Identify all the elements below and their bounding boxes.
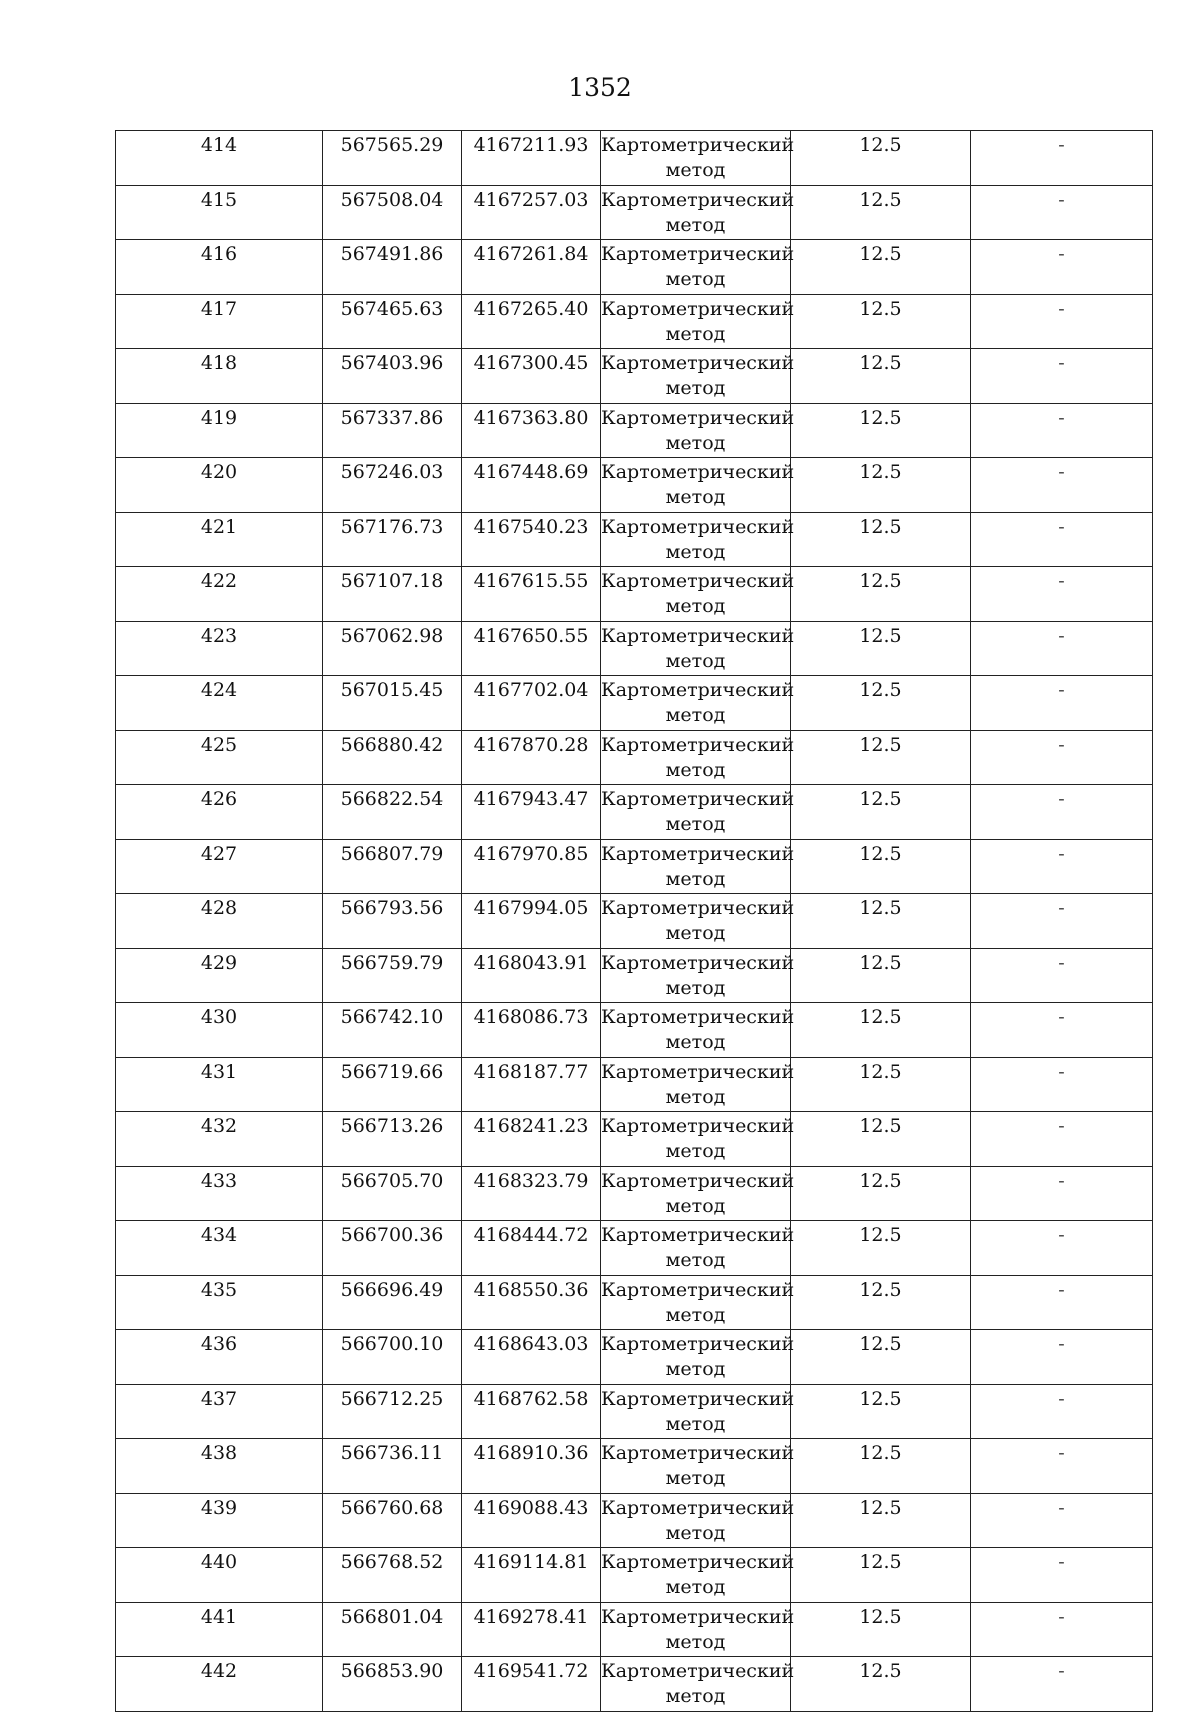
point-number-cell: 434 [116, 1221, 323, 1276]
method-cell: Картометрический метод [601, 1003, 791, 1058]
table-row [116, 131, 1153, 186]
method-cell: Картометрический метод [601, 1221, 791, 1276]
accuracy-cell: 12.5 [791, 403, 971, 458]
method-cell: Картометрический метод [601, 512, 791, 567]
method-cell: Картометрический метод [601, 185, 791, 240]
description-cell: - [971, 1548, 1153, 1603]
accuracy-cell: 12.5 [791, 839, 971, 894]
y-coordinate-cell: 4168550.36 [462, 1275, 601, 1330]
y-coordinate-cell: 4168323.79 [462, 1166, 601, 1221]
y-coordinate-cell: 4167870.28 [462, 730, 601, 785]
table-row [116, 1330, 1153, 1385]
table-row [116, 1493, 1153, 1548]
point-number-cell: 418 [116, 349, 323, 404]
x-coordinate-cell: 566759.79 [323, 948, 462, 1003]
point-number-cell: 416 [116, 240, 323, 295]
accuracy-cell: 12.5 [791, 1112, 971, 1167]
method-cell: Картометрический метод [601, 349, 791, 404]
description-cell: - [971, 839, 1153, 894]
method-cell: Картометрический метод [601, 1384, 791, 1439]
table-row [116, 349, 1153, 404]
point-number-cell: 429 [116, 948, 323, 1003]
y-coordinate-cell: 4167257.03 [462, 185, 601, 240]
x-coordinate-cell: 567337.86 [323, 403, 462, 458]
y-coordinate-cell: 4167448.69 [462, 458, 601, 513]
x-coordinate-cell: 566880.42 [323, 730, 462, 785]
y-coordinate-cell: 4168643.03 [462, 1330, 601, 1385]
x-coordinate-cell: 566700.36 [323, 1221, 462, 1276]
point-number-cell: 424 [116, 676, 323, 731]
point-number-cell: 417 [116, 294, 323, 349]
point-number-cell: 420 [116, 458, 323, 513]
point-number-cell: 421 [116, 512, 323, 567]
y-coordinate-cell: 4168910.36 [462, 1439, 601, 1494]
y-coordinate-cell: 4167702.04 [462, 676, 601, 731]
point-number-cell: 427 [116, 839, 323, 894]
description-cell: - [971, 403, 1153, 458]
description-cell: - [971, 1003, 1153, 1058]
table-row [116, 403, 1153, 458]
method-cell: Картометрический метод [601, 676, 791, 731]
table-row [116, 730, 1153, 785]
point-number-cell: 422 [116, 567, 323, 622]
x-coordinate-cell: 567403.96 [323, 349, 462, 404]
description-cell: - [971, 1166, 1153, 1221]
description-cell: - [971, 1657, 1153, 1712]
y-coordinate-cell: 4167943.47 [462, 785, 601, 840]
method-cell: Картометрический метод [601, 1166, 791, 1221]
x-coordinate-cell: 567176.73 [323, 512, 462, 567]
table-row [116, 1166, 1153, 1221]
y-coordinate-cell: 4168444.72 [462, 1221, 601, 1276]
point-number-cell: 433 [116, 1166, 323, 1221]
x-coordinate-cell: 567107.18 [323, 567, 462, 622]
accuracy-cell: 12.5 [791, 948, 971, 1003]
table-row [116, 676, 1153, 731]
method-cell: Картометрический метод [601, 621, 791, 676]
accuracy-cell: 12.5 [791, 1384, 971, 1439]
accuracy-cell: 12.5 [791, 1166, 971, 1221]
description-cell: - [971, 785, 1153, 840]
point-number-cell: 439 [116, 1493, 323, 1548]
accuracy-cell: 12.5 [791, 730, 971, 785]
accuracy-cell: 12.5 [791, 1057, 971, 1112]
description-cell: - [971, 676, 1153, 731]
point-number-cell: 435 [116, 1275, 323, 1330]
x-coordinate-cell: 566760.68 [323, 1493, 462, 1548]
description-cell: - [971, 1602, 1153, 1657]
accuracy-cell: 12.5 [791, 894, 971, 949]
table-row [116, 567, 1153, 622]
y-coordinate-cell: 4168241.23 [462, 1112, 601, 1167]
accuracy-cell: 12.5 [791, 1602, 971, 1657]
point-number-cell: 432 [116, 1112, 323, 1167]
point-number-cell: 426 [116, 785, 323, 840]
accuracy-cell: 12.5 [791, 240, 971, 295]
point-number-cell: 442 [116, 1657, 323, 1712]
y-coordinate-cell: 4168043.91 [462, 948, 601, 1003]
accuracy-cell: 12.5 [791, 1657, 971, 1712]
accuracy-cell: 12.5 [791, 185, 971, 240]
x-coordinate-cell: 567062.98 [323, 621, 462, 676]
method-cell: Картометрический метод [601, 1548, 791, 1603]
description-cell: - [971, 1384, 1153, 1439]
point-number-cell: 415 [116, 185, 323, 240]
accuracy-cell: 12.5 [791, 294, 971, 349]
accuracy-cell: 12.5 [791, 458, 971, 513]
description-cell: - [971, 1439, 1153, 1494]
y-coordinate-cell: 4167363.80 [462, 403, 601, 458]
method-cell: Картометрический метод [601, 1057, 791, 1112]
method-cell: Картометрический метод [601, 1330, 791, 1385]
method-cell: Картометрический метод [601, 403, 791, 458]
table-row [116, 1112, 1153, 1167]
accuracy-cell: 12.5 [791, 1493, 971, 1548]
point-number-cell: 437 [116, 1384, 323, 1439]
table-row [116, 1657, 1153, 1712]
x-coordinate-cell: 566742.10 [323, 1003, 462, 1058]
point-number-cell: 423 [116, 621, 323, 676]
description-cell: - [971, 458, 1153, 513]
method-cell: Картометрический метод [601, 1493, 791, 1548]
description-cell: - [971, 948, 1153, 1003]
table-row [116, 1384, 1153, 1439]
table-row [116, 894, 1153, 949]
x-coordinate-cell: 567508.04 [323, 185, 462, 240]
y-coordinate-cell: 4169114.81 [462, 1548, 601, 1603]
page-number: 1352 [568, 73, 632, 102]
table-row [116, 1275, 1153, 1330]
accuracy-cell: 12.5 [791, 1003, 971, 1058]
description-cell: - [971, 1221, 1153, 1276]
method-cell: Картометрический метод [601, 1112, 791, 1167]
accuracy-cell: 12.5 [791, 349, 971, 404]
x-coordinate-cell: 566793.56 [323, 894, 462, 949]
x-coordinate-cell: 566736.11 [323, 1439, 462, 1494]
y-coordinate-cell: 4169088.43 [462, 1493, 601, 1548]
y-coordinate-cell: 4169278.41 [462, 1602, 601, 1657]
table-row [116, 1439, 1153, 1494]
x-coordinate-cell: 566705.70 [323, 1166, 462, 1221]
x-coordinate-cell: 566822.54 [323, 785, 462, 840]
table-row [116, 785, 1153, 840]
x-coordinate-cell: 566807.79 [323, 839, 462, 894]
accuracy-cell: 12.5 [791, 1275, 971, 1330]
point-number-cell: 441 [116, 1602, 323, 1657]
x-coordinate-cell: 566712.25 [323, 1384, 462, 1439]
point-number-cell: 438 [116, 1439, 323, 1494]
description-cell: - [971, 512, 1153, 567]
accuracy-cell: 12.5 [791, 676, 971, 731]
description-cell: - [971, 1330, 1153, 1385]
x-coordinate-cell: 567015.45 [323, 676, 462, 731]
table-row [116, 839, 1153, 894]
table-row [116, 948, 1153, 1003]
description-cell: - [971, 240, 1153, 295]
description-cell: - [971, 349, 1153, 404]
accuracy-cell: 12.5 [791, 1221, 971, 1276]
x-coordinate-cell: 567465.63 [323, 294, 462, 349]
method-cell: Картометрический метод [601, 567, 791, 622]
x-coordinate-cell: 566700.10 [323, 1330, 462, 1385]
method-cell: Картометрический метод [601, 131, 791, 186]
method-cell: Картометрический метод [601, 458, 791, 513]
table-row [116, 240, 1153, 295]
y-coordinate-cell: 4167650.55 [462, 621, 601, 676]
table-row [116, 185, 1153, 240]
method-cell: Картометрический метод [601, 294, 791, 349]
point-number-cell: 436 [116, 1330, 323, 1385]
x-coordinate-cell: 567565.29 [323, 131, 462, 186]
y-coordinate-cell: 4167970.85 [462, 839, 601, 894]
table-row [116, 621, 1153, 676]
accuracy-cell: 12.5 [791, 621, 971, 676]
description-cell: - [971, 1493, 1153, 1548]
point-number-cell: 425 [116, 730, 323, 785]
description-cell: - [971, 894, 1153, 949]
description-cell: - [971, 1275, 1153, 1330]
y-coordinate-cell: 4168086.73 [462, 1003, 601, 1058]
x-coordinate-cell: 566768.52 [323, 1548, 462, 1603]
description-cell: - [971, 567, 1153, 622]
x-coordinate-cell: 566696.49 [323, 1275, 462, 1330]
description-cell: - [971, 1112, 1153, 1167]
x-coordinate-cell: 566853.90 [323, 1657, 462, 1712]
y-coordinate-cell: 4168762.58 [462, 1384, 601, 1439]
accuracy-cell: 12.5 [791, 1548, 971, 1603]
method-cell: Картометрический метод [601, 948, 791, 1003]
point-number-cell: 428 [116, 894, 323, 949]
description-cell: - [971, 294, 1153, 349]
x-coordinate-cell: 566713.26 [323, 1112, 462, 1167]
point-number-cell: 419 [116, 403, 323, 458]
table-row [116, 294, 1153, 349]
x-coordinate-cell: 566801.04 [323, 1602, 462, 1657]
accuracy-cell: 12.5 [791, 512, 971, 567]
method-cell: Картометрический метод [601, 785, 791, 840]
point-number-cell: 430 [116, 1003, 323, 1058]
y-coordinate-cell: 4167265.40 [462, 294, 601, 349]
method-cell: Картометрический метод [601, 839, 791, 894]
method-cell: Картометрический метод [601, 1275, 791, 1330]
y-coordinate-cell: 4167994.05 [462, 894, 601, 949]
y-coordinate-cell: 4169541.72 [462, 1657, 601, 1712]
description-cell: - [971, 1057, 1153, 1112]
table-row [116, 1548, 1153, 1603]
accuracy-cell: 12.5 [791, 131, 971, 186]
coordinates-table [115, 130, 1153, 1712]
accuracy-cell: 12.5 [791, 1439, 971, 1494]
table-row [116, 1602, 1153, 1657]
method-cell: Картометрический метод [601, 240, 791, 295]
description-cell: - [971, 185, 1153, 240]
table-row [116, 1003, 1153, 1058]
table-row [116, 1057, 1153, 1112]
y-coordinate-cell: 4167211.93 [462, 131, 601, 186]
y-coordinate-cell: 4167540.23 [462, 512, 601, 567]
description-cell: - [971, 131, 1153, 186]
x-coordinate-cell: 566719.66 [323, 1057, 462, 1112]
table-row [116, 1221, 1153, 1276]
point-number-cell: 431 [116, 1057, 323, 1112]
y-coordinate-cell: 4167615.55 [462, 567, 601, 622]
accuracy-cell: 12.5 [791, 1330, 971, 1385]
point-number-cell: 440 [116, 1548, 323, 1603]
y-coordinate-cell: 4167261.84 [462, 240, 601, 295]
x-coordinate-cell: 567491.86 [323, 240, 462, 295]
table-row [116, 458, 1153, 513]
method-cell: Картометрический метод [601, 894, 791, 949]
method-cell: Картометрический метод [601, 1439, 791, 1494]
y-coordinate-cell: 4167300.45 [462, 349, 601, 404]
point-number-cell: 414 [116, 131, 323, 186]
accuracy-cell: 12.5 [791, 785, 971, 840]
table-body [116, 131, 1153, 1712]
description-cell: - [971, 730, 1153, 785]
description-cell: - [971, 621, 1153, 676]
x-coordinate-cell: 567246.03 [323, 458, 462, 513]
method-cell: Картометрический метод [601, 1602, 791, 1657]
method-cell: Картометрический метод [601, 1657, 791, 1712]
table-row [116, 512, 1153, 567]
accuracy-cell: 12.5 [791, 567, 971, 622]
y-coordinate-cell: 4168187.77 [462, 1057, 601, 1112]
method-cell: Картометрический метод [601, 730, 791, 785]
